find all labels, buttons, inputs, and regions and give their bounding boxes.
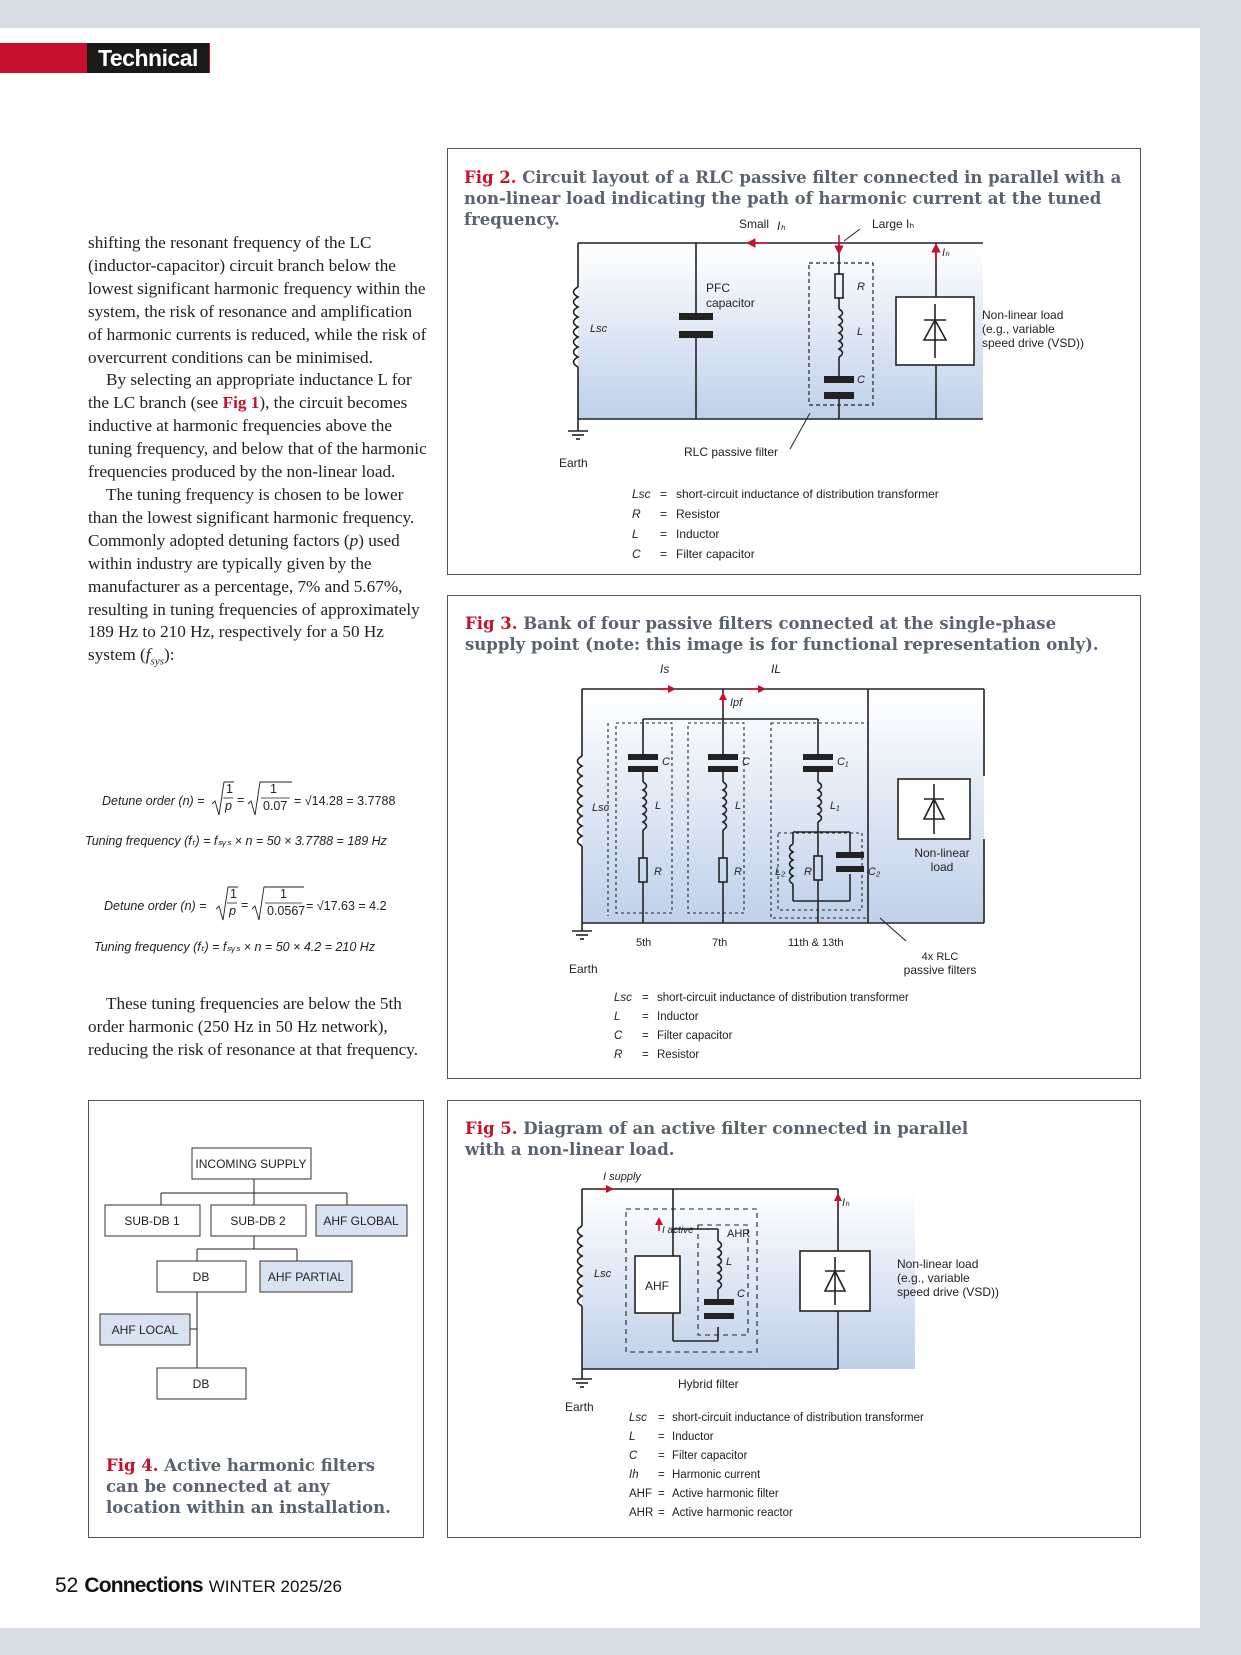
fig2-box [447,148,1141,575]
svg-text:C: C [632,547,641,561]
svg-text:Iₕ: Iₕ [942,247,950,259]
paragraph-2: By selecting an appropriate inductance L for the LC branch (see Fig 1), the circuit becomes inductive at harmonic frequencies above the tuning frequency, and below that of the harmonic frequencies produced by the non-linear load. [88,370,427,482]
svg-text:load: load [930,860,954,874]
ahf-global: AHF GLOBAL [323,1214,399,1228]
svg-text:C: C [662,756,670,768]
svg-text:Non-linear load: Non-linear load [897,1257,979,1271]
fig3-legend [614,992,909,1061]
svg-text:Inductor: Inductor [672,1431,714,1443]
svg-text:7th: 7th [712,937,728,949]
svg-text:speed drive (VSD)): speed drive (VSD)) [897,1285,1000,1299]
svg-text:=: = [642,1049,649,1061]
svg-text:PFC: PFC [706,281,730,295]
svg-text:p: p [225,799,232,813]
sub-db-1: SUB-DB 1 [124,1214,180,1228]
eq3-result: = √17.63 = 4.2 [306,899,387,913]
magazine-name: Connections [84,1574,203,1597]
svg-text:(e.g., variable: (e.g., variable [982,322,1055,336]
svg-text:Iₕ: Iₕ [842,1197,850,1209]
svg-text:0.0567: 0.0567 [267,904,306,918]
eq2: Tuning frequency (fₜ) = fₛᵧₛ × n = 50 × 3.7788 = 189 Hz [85,834,387,848]
svg-text:IL: IL [771,662,782,676]
svg-text:AHR: AHR [727,1228,751,1240]
page-number: 52 [55,1574,79,1597]
svg-text:4x RLC: 4x RLC [921,951,959,963]
svg-text:Filter capacitor: Filter capacitor [672,1450,748,1462]
svg-text:=: = [241,898,249,912]
eq3-label: Detune order (n) = [104,899,207,913]
svg-text:Filter capacitor: Filter capacitor [676,547,755,561]
svg-text:Active harmonic filter: Active harmonic filter [672,1488,779,1500]
svg-text:Resistor: Resistor [676,507,721,521]
svg-text:=: = [642,992,649,1004]
svg-text:=: = [660,547,668,561]
section-label: Technical [87,43,209,73]
fig1-reference[interactable]: Fig 1 [222,393,260,413]
svg-text:short-circuit inductance of di: short-circuit inductance of distribution transformer [672,1412,924,1424]
fig4-title: Fig 4. Active harmonic filters can be connected at any location within an installation. [106,1456,391,1517]
svg-text:Is: Is [660,662,670,676]
svg-text:L: L [614,1011,621,1023]
sub-db-2: SUB-DB 2 [230,1214,286,1228]
fig5-title: Fig 5. Diagram of an active filter connected in parallel with a non-linear load. [465,1119,969,1159]
fig2-title: Fig 2. Circuit layout of a RLC passive filter connected in parallel with a non-linear load indicating the path of harmonic current at the tuned frequency. [464,168,1122,229]
svg-text:=: = [658,1507,665,1519]
svg-text:R: R [632,507,641,521]
svg-text:=: = [658,1488,665,1500]
svg-text:Non-linear: Non-linear [914,846,970,860]
svg-text:Harmonic current: Harmonic current [672,1469,761,1481]
svg-text:5th: 5th [636,937,652,949]
svg-text:C₂: C₂ [868,866,881,878]
fig5-box [447,1100,1141,1538]
svg-text:=: = [660,507,668,521]
svg-text:L: L [629,1431,636,1443]
svg-text:Lsc: Lsc [592,802,610,814]
svg-text:1: 1 [230,887,237,901]
svg-text:0.07: 0.07 [263,799,288,813]
svg-text:Lsc: Lsc [590,323,608,335]
svg-text:L₂: L₂ [775,866,786,878]
svg-text:C: C [742,756,750,768]
svg-text:Small: Small [739,217,770,231]
fig4-box [88,1100,424,1538]
svg-text:C: C [857,374,865,386]
svg-text:Inductor: Inductor [676,527,720,541]
svg-text:R: R [654,866,662,878]
fig2-legend [632,487,939,561]
svg-text:capacitor: capacitor [706,296,755,310]
svg-text:C₁: C₁ [837,756,849,768]
svg-text:11th & 13th: 11th & 13th [788,937,844,949]
svg-text:Lsc: Lsc [632,487,651,501]
svg-text:Inductor: Inductor [657,1011,699,1023]
fig5-diagram [448,1101,1140,1537]
svg-text:short-circuit inductance of di: short-circuit inductance of distribution transformer [657,992,909,1004]
svg-text:L: L [735,800,742,812]
svg-text:I active: I active [662,1225,694,1236]
svg-text:AHF: AHF [629,1488,652,1500]
body-column [88,232,428,674]
svg-text:C: C [614,1030,623,1042]
fig5-legend [629,1412,924,1519]
svg-text:C: C [629,1450,638,1462]
svg-text:Lsc: Lsc [614,992,632,1004]
svg-text:L: L [632,527,639,541]
svg-text:short-circuit inductance of di: short-circuit inductance of distribution transformer [676,487,939,501]
svg-text:L: L [857,326,864,338]
fig3-box [447,595,1141,1079]
svg-text:L₁: L₁ [830,800,840,812]
svg-text:=: = [658,1431,665,1443]
svg-text:Ipf: Ipf [730,697,743,709]
svg-text:=: = [237,793,245,807]
svg-text:Earth: Earth [569,962,598,976]
svg-text:Earth: Earth [565,1400,594,1414]
svg-text:Filter capacitor: Filter capacitor [657,1030,733,1042]
svg-text:=: = [658,1412,665,1424]
eq4: Tuning frequency (fₜ) = fₛᵧₛ × n = 50 × 4.2 = 210 Hz [94,940,376,954]
svg-text:Lsc: Lsc [629,1412,647,1424]
svg-text:Ih: Ih [629,1469,639,1481]
svg-text:Non-linear load: Non-linear load [982,308,1064,322]
fig3-diagram [448,596,1140,1078]
db-2: DB [192,1377,210,1391]
svg-text:=: = [660,487,668,501]
svg-text:L: L [726,1256,733,1268]
equations [80,778,425,963]
svg-text:C: C [737,1288,745,1300]
fig5-isupply: I supply [603,1171,641,1183]
svg-text:R: R [857,281,865,293]
svg-text:=: = [642,1030,649,1042]
body-column-2 [88,993,428,1062]
fig2-filter-label: RLC passive filter [684,445,779,459]
svg-text:(e.g., variable: (e.g., variable [897,1271,970,1285]
fig3-title: Fig 3. Bank of four passive filters connected at the single-phase supply point (note: this image is for functional representation only). [465,614,1099,654]
fig5-ahf-box: AHF [645,1279,669,1293]
fig2-large-ih-label: Large Iₕ [872,217,915,231]
svg-text:=: = [658,1469,665,1481]
db-1: DB [192,1270,210,1284]
ahf-partial: AHF PARTIAL [267,1270,345,1284]
svg-text:passive filters: passive filters [903,963,977,977]
svg-text:p: p [229,904,236,918]
paragraph-1: shifting the resonant frequency of the LC (inductor-capacitor) circuit branch below the lowest significant harmonic frequency within the system, the risk of resonance and amplification of harmonic currents is reduced, while the risk of overcurrent conditions can be minimised. [88,233,427,367]
paragraph-3: The tuning frequency is chosen to be lower than the lowest significant harmonic frequency. Commonly adopted detuning factors (p) used within industry are typically given by the manufacturer as a percentage, 7% and 5.67%, resulting in tuning frequencies of approximately 189 Hz to 210 Hz, respectively for a 50 Hz system $(f_{sys})$: [88,484,420,668]
svg-text:R: R [804,866,812,878]
svg-text:Earth: Earth [559,456,588,470]
svg-text:1: 1 [280,887,287,901]
issue-label: WINTER 2025/26 [208,1577,342,1596]
svg-text:=: = [658,1450,665,1462]
svg-text:R: R [734,866,742,878]
ahf-local: AHF LOCAL [111,1323,179,1337]
footer [55,1574,342,1598]
svg-text:Lsc: Lsc [594,1268,612,1280]
svg-text:L: L [655,800,662,812]
eq1-result: = √14.28 = 3.7788 [294,794,396,808]
eq1-label: Detune order (n) = [102,794,205,808]
svg-text:Iₕ: Iₕ [777,219,786,233]
svg-text:Active harmonic reactor: Active harmonic reactor [672,1507,793,1519]
svg-text:Resistor: Resistor [657,1049,700,1061]
svg-text:speed drive (VSD)): speed drive (VSD)) [982,336,1085,350]
svg-text:=: = [642,1011,649,1023]
svg-text:AHR: AHR [629,1507,654,1519]
fig5-hybrid-label: Hybrid filter [678,1377,739,1391]
fig2-diagram [448,149,1140,574]
svg-text:R: R [614,1049,623,1061]
paragraph-4: These tuning frequencies are below the 5th order harmonic (250 Hz in 50 Hz network), reducing the risk of resonance at that frequency. [88,994,419,1059]
svg-text:=: = [660,527,668,541]
incoming-supply: INCOMING SUPPLY [195,1157,307,1171]
svg-text:1: 1 [270,782,277,796]
svg-text:1: 1 [226,782,233,796]
